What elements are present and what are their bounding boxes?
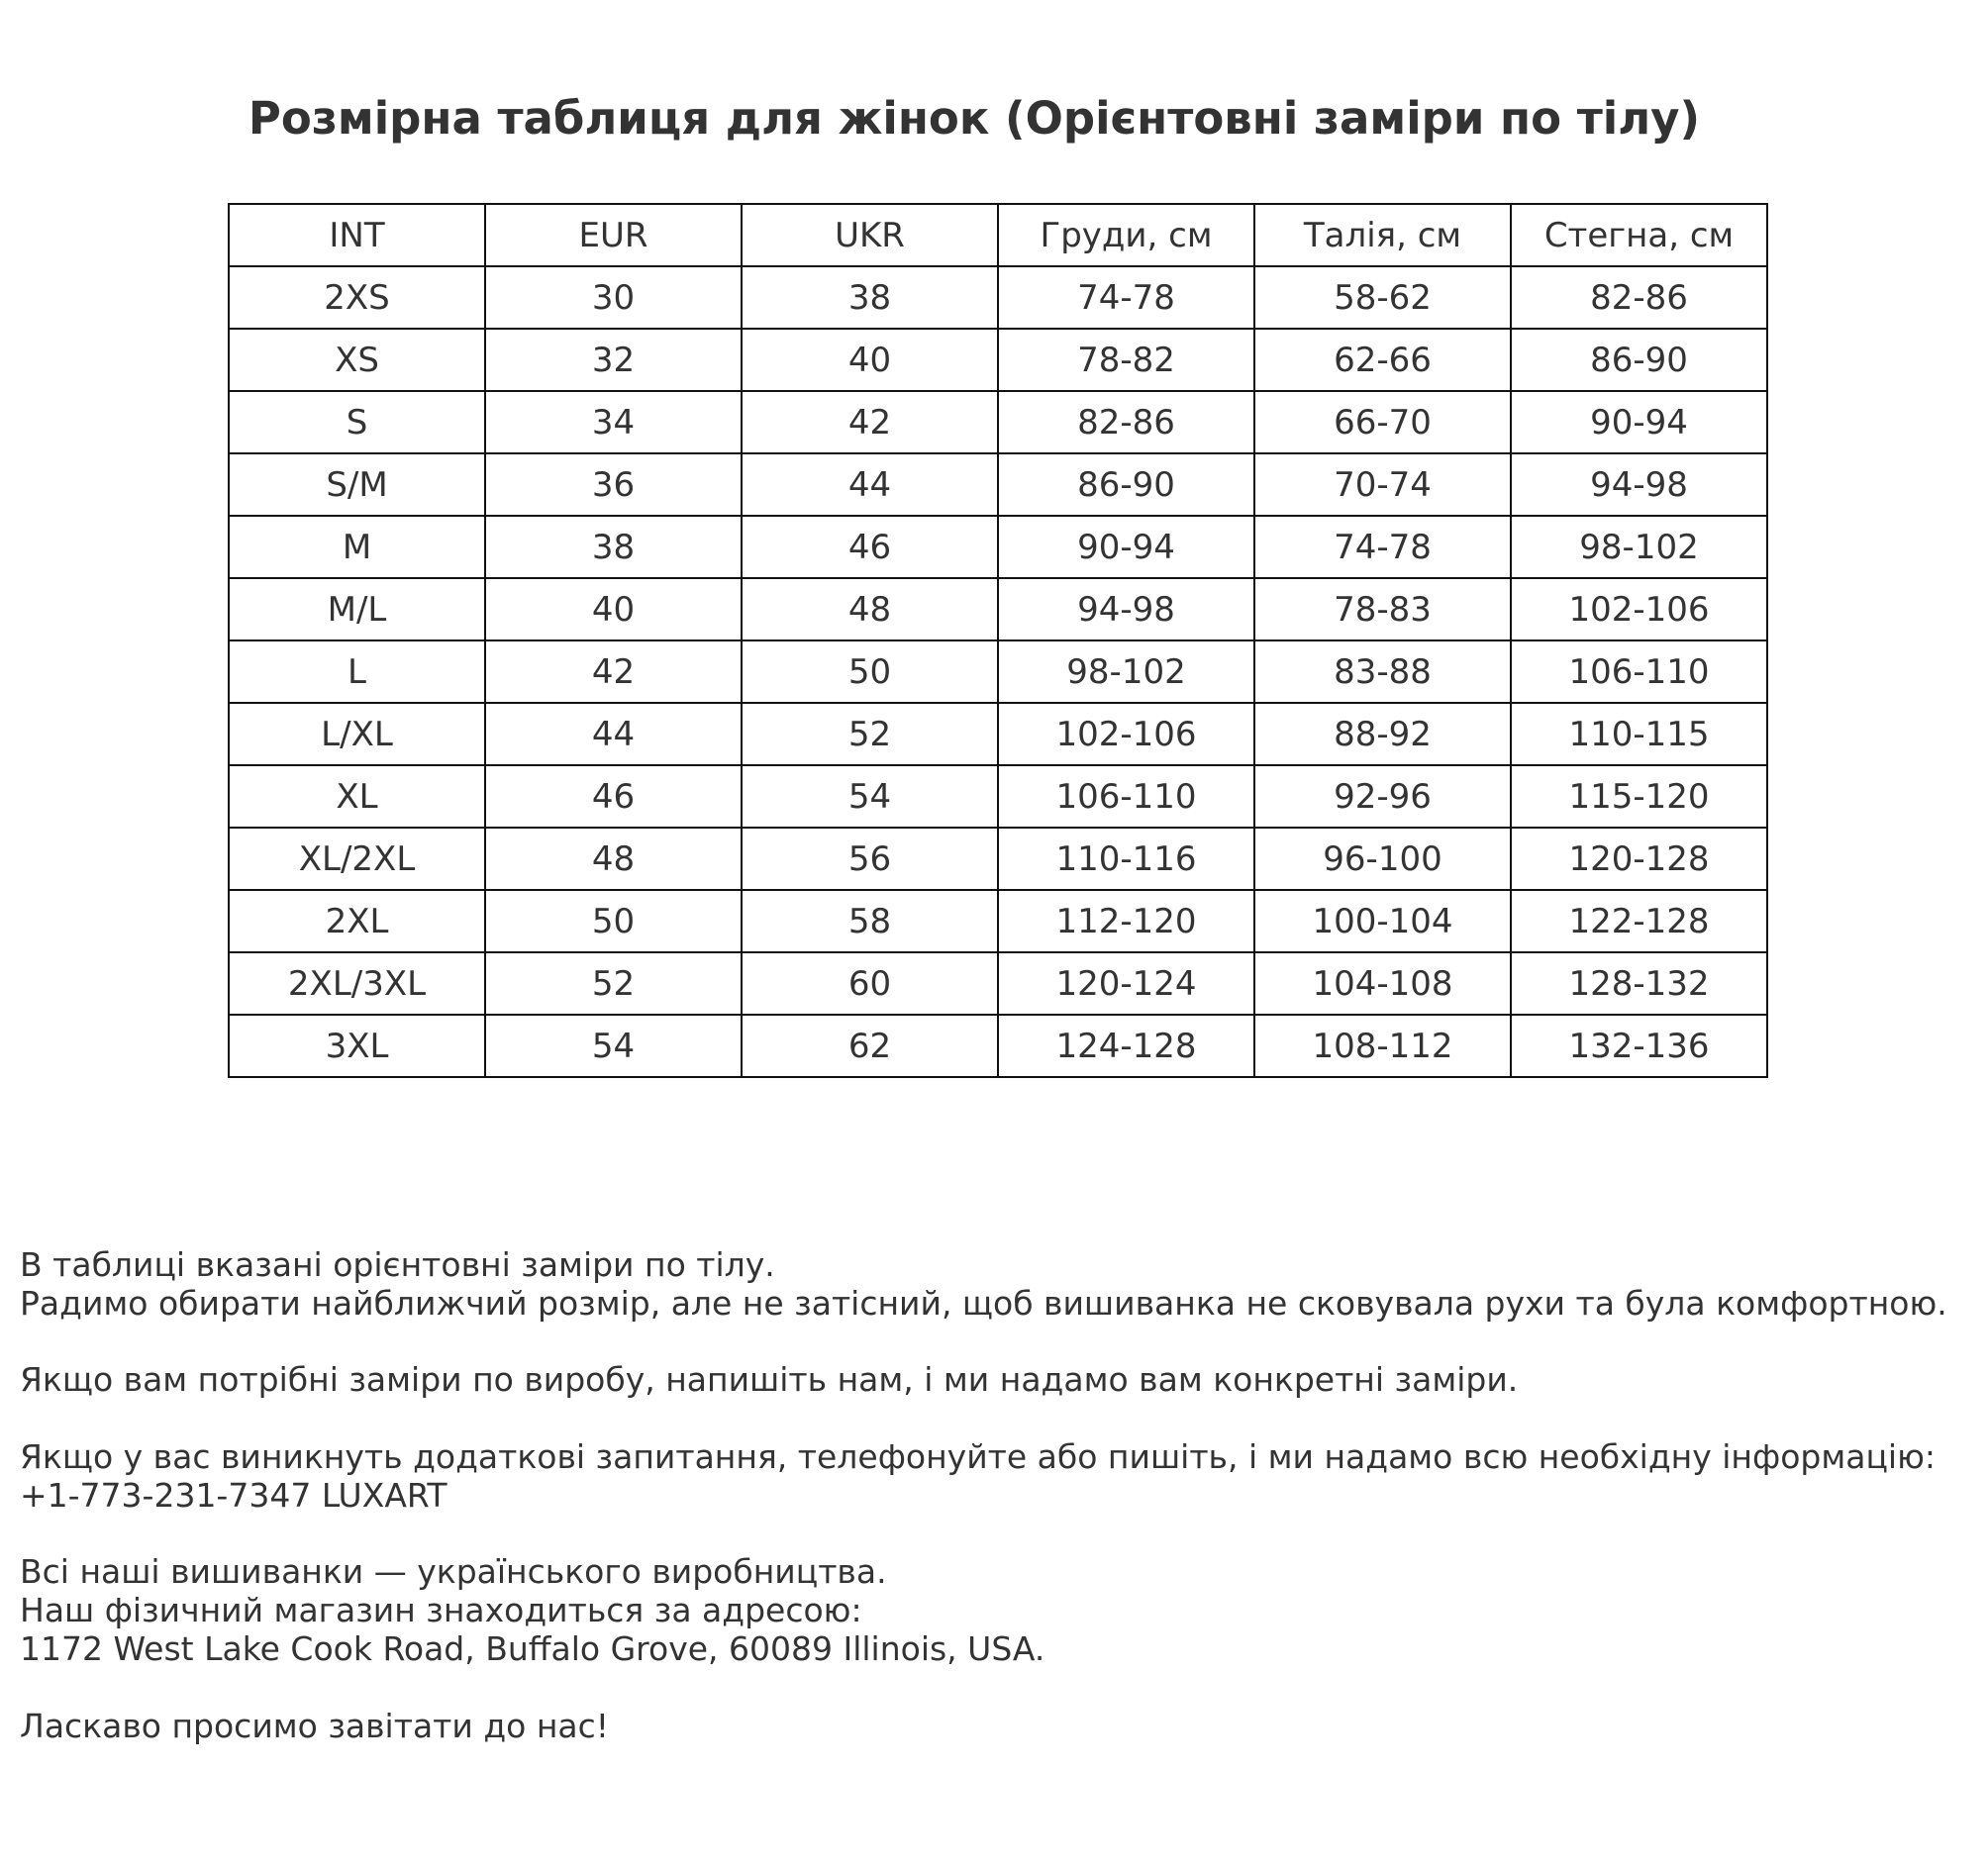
table-row <box>229 890 1767 952</box>
table-cell: 98-102 <box>1511 516 1767 578</box>
table-cell: 120-124 <box>998 952 1254 1015</box>
table-cell: 2XS <box>229 266 485 329</box>
header-hips: Стегна, см <box>1511 204 1767 266</box>
header-ukr: UKR <box>742 204 998 266</box>
header-eur: EUR <box>485 204 742 266</box>
table-row <box>229 391 1767 453</box>
table-cell: M <box>229 516 485 578</box>
table-cell: 48 <box>742 578 998 640</box>
table-row <box>229 640 1767 703</box>
table-cell: 52 <box>485 952 742 1015</box>
table-cell: 38 <box>485 516 742 578</box>
table-cell: 58-62 <box>1254 266 1511 329</box>
table-cell: L/XL <box>229 703 485 765</box>
table-cell: 78-83 <box>1254 578 1511 640</box>
table-row <box>229 453 1767 516</box>
note-line: Наш фізичний магазин знаходиться за адресою: <box>20 1591 862 1630</box>
table-cell: 56 <box>742 828 998 890</box>
table-row <box>229 516 1767 578</box>
table-cell: 128-132 <box>1511 952 1767 1015</box>
header-int: INT <box>229 204 485 266</box>
table-cell: 120-128 <box>1511 828 1767 890</box>
table-cell: 44 <box>485 703 742 765</box>
table-cell: 70-74 <box>1254 453 1511 516</box>
table-cell: 106-110 <box>1511 640 1767 703</box>
table-cell: 42 <box>742 391 998 453</box>
table-cell: 96-100 <box>1254 828 1511 890</box>
table-cell: 40 <box>742 329 998 391</box>
table-cell: 58 <box>742 890 998 952</box>
phone-number: +1-773-231-7347 LUXART <box>20 1475 447 1515</box>
table-cell: XL/2XL <box>229 828 485 890</box>
table-cell: 90-94 <box>998 516 1254 578</box>
paragraph-gap <box>20 1516 1980 1554</box>
table-row <box>229 578 1767 640</box>
table-cell: L <box>229 640 485 703</box>
table-row <box>229 1015 1767 1077</box>
table-cell: 94-98 <box>998 578 1254 640</box>
table-cell: 86-90 <box>1511 329 1767 391</box>
table-cell: 83-88 <box>1254 640 1511 703</box>
table-cell: 110-115 <box>1511 703 1767 765</box>
table-cell: 46 <box>742 516 998 578</box>
table-row <box>229 765 1767 828</box>
table-cell: S/M <box>229 453 485 516</box>
note-line: В таблиці вказані орієнтовні заміри по тілу. <box>20 1245 775 1284</box>
table-cell: 82-86 <box>998 391 1254 453</box>
table-cell: 36 <box>485 453 742 516</box>
table-cell: 40 <box>485 578 742 640</box>
table-cell: 52 <box>742 703 998 765</box>
table-cell: 78-82 <box>998 329 1254 391</box>
header-waist: Талія, см <box>1254 204 1511 266</box>
note-line: Радимо обирати найближчий розмір, але не затісний, щоб вишиванка не сковувала рухи та була комфортною. <box>20 1283 1947 1323</box>
table-cell: 54 <box>485 1015 742 1077</box>
table-cell: 132-136 <box>1511 1015 1767 1077</box>
table-cell: 115-120 <box>1511 765 1767 828</box>
table-cell: S <box>229 391 485 453</box>
table-cell: 88-92 <box>1254 703 1511 765</box>
table-cell: XS <box>229 329 485 391</box>
table-cell: 62 <box>742 1015 998 1077</box>
table-cell: 46 <box>485 765 742 828</box>
table-header-row <box>229 204 1767 266</box>
table-cell: XL <box>229 765 485 828</box>
table-cell: 42 <box>485 640 742 703</box>
store-address: 1172 West Lake Cook Road, Buffalo Grove, 60089 Illinois, USA. <box>20 1628 1045 1668</box>
paragraph-gap <box>20 1400 1980 1438</box>
table-cell: 66-70 <box>1254 391 1511 453</box>
table-cell: 124-128 <box>998 1015 1254 1077</box>
table-row <box>229 329 1767 391</box>
table-row <box>229 952 1767 1015</box>
table-cell: 98-102 <box>998 640 1254 703</box>
note-line: Ласкаво просимо завітати до нас! <box>20 1706 609 1745</box>
table-cell: 50 <box>485 890 742 952</box>
paragraph-gap <box>20 1669 1980 1708</box>
table-cell: 48 <box>485 828 742 890</box>
table-cell: 82-86 <box>1511 266 1767 329</box>
table-cell: 30 <box>485 266 742 329</box>
size-table <box>228 203 1768 1078</box>
table-cell: 2XL <box>229 890 485 952</box>
table-cell: 62-66 <box>1254 329 1511 391</box>
table-cell: 106-110 <box>998 765 1254 828</box>
table-cell: 44 <box>742 453 998 516</box>
table-cell: 92-96 <box>1254 765 1511 828</box>
table-cell: 94-98 <box>1511 453 1767 516</box>
table-row <box>229 266 1767 329</box>
table-cell: 74-78 <box>1254 516 1511 578</box>
table-cell: 102-106 <box>998 703 1254 765</box>
table-cell: 60 <box>742 952 998 1015</box>
table-cell: 2XL/3XL <box>229 952 485 1015</box>
table-row <box>229 703 1767 765</box>
table-cell: 38 <box>742 266 998 329</box>
table-cell: M/L <box>229 578 485 640</box>
table-row <box>229 828 1767 890</box>
table-cell: 50 <box>742 640 998 703</box>
header-chest: Груди, см <box>998 204 1254 266</box>
table-cell: 90-94 <box>1511 391 1767 453</box>
note-line: Якщо вам потрібні заміри по виробу, напишіть нам, і ми надамо вам конкретні заміри. <box>20 1360 1519 1400</box>
note-line: Якщо у вас виникнуть додаткові запитання, телефонуйте або пишіть, і ми надамо всю необхідну інформацію: <box>20 1436 1936 1476</box>
table-cell: 32 <box>485 329 742 391</box>
table-cell: 102-106 <box>1511 578 1767 640</box>
paragraph-gap <box>20 1324 1980 1362</box>
notes-section <box>20 1246 1980 1745</box>
table-cell: 54 <box>742 765 998 828</box>
table-cell: 122-128 <box>1511 890 1767 952</box>
table-cell: 34 <box>485 391 742 453</box>
table-cell: 100-104 <box>1254 890 1511 952</box>
table-cell: 108-112 <box>1254 1015 1511 1077</box>
note-line: Всі наші вишиванки — українського виробництва. <box>20 1552 887 1592</box>
table-cell: 86-90 <box>998 453 1254 516</box>
table-cell: 110-116 <box>998 828 1254 890</box>
page-title: Розмірна таблиця для жінок (Орієнтовні заміри по тілу) <box>248 92 1701 146</box>
table-cell: 74-78 <box>998 266 1254 329</box>
table-cell: 3XL <box>229 1015 485 1077</box>
table-cell: 104-108 <box>1254 952 1511 1015</box>
table-cell: 112-120 <box>998 890 1254 952</box>
table-body <box>229 266 1767 1077</box>
